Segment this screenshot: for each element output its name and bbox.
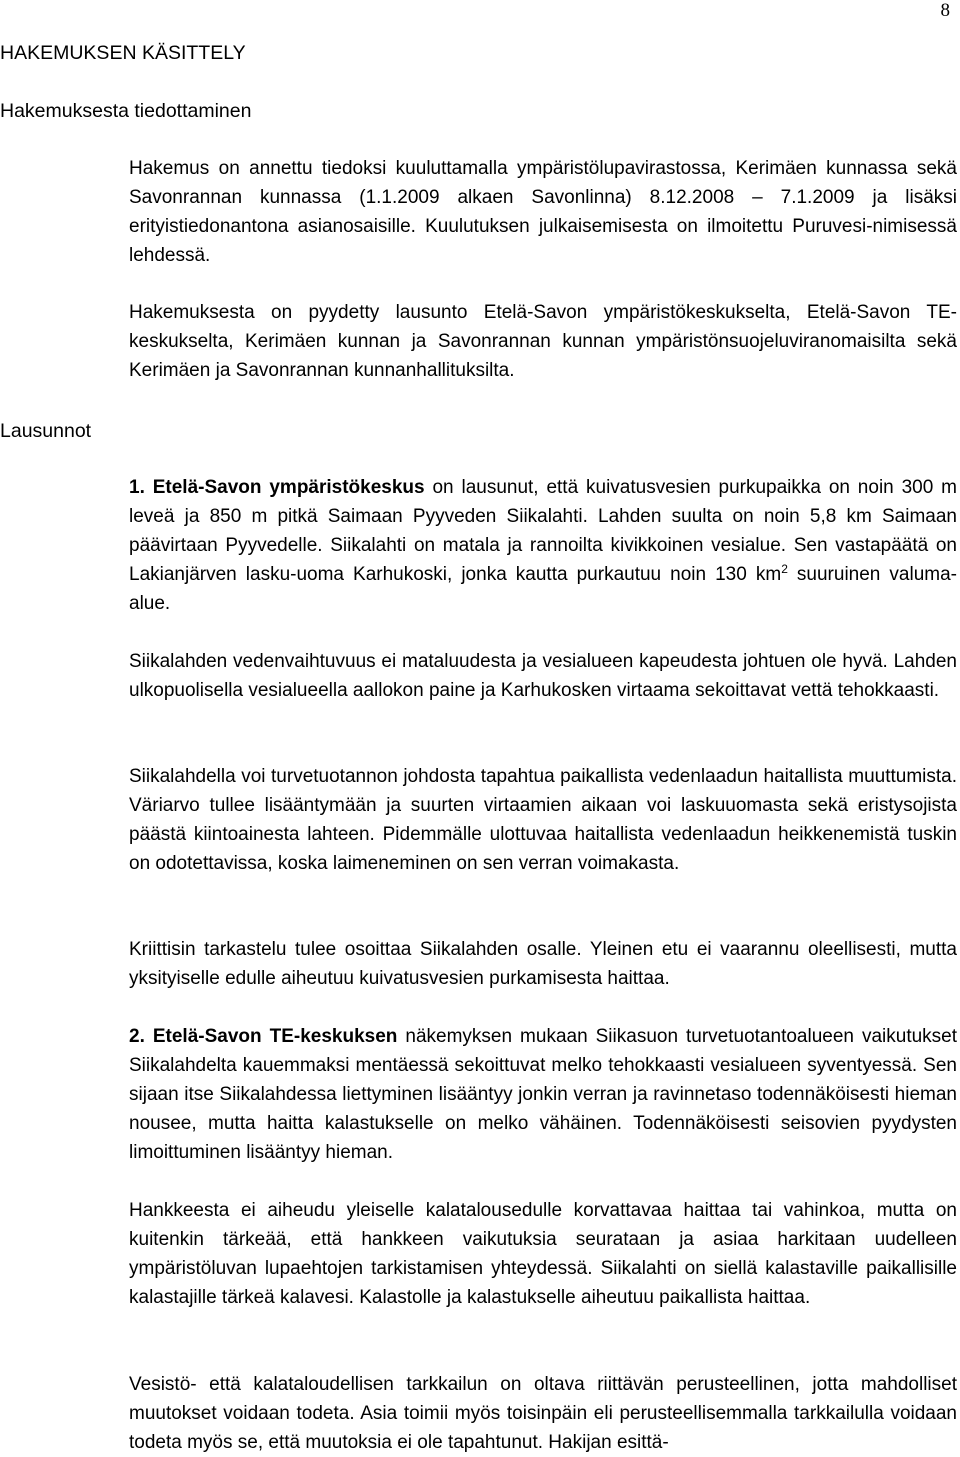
statement-2-text: näkemyksen mukaan Siikasuon turvetuotantoalueen vaikutukset Siikalahdelta kauemmaksi mentäessä sekoittuvat melko tehokkaasti vesialueen syventyessä. Sen sijaan itse Siikalahdessa liettyminen lisääntyy jonkin verran ja ravinnetaso todennäköisesti hieman nousee, mutta haitta kalastukselle on melko vähäinen. Todennäköisesti seisovien pyydysten limoittuminen lisääntyy hieman.: [129, 1026, 958, 1163]
paragraph-water-exchange: Siikalahden vedenvaihtuvuus ei mataluudesta ja vesialueen kapeudesta johtuen ole hyvä. Lahden ulkopuolisella vesialueella aallokon paine ja Karhukosken virtaama sekoittavat vettä tehokkaasti.: [129, 651, 957, 701]
section-title: HAKEMUKSEN KÄSITTELY: [0, 42, 246, 64]
statement-1-authority: Etelä-Savon ympäristökeskus: [152, 477, 425, 498]
paragraph-notification: Hakemus on annettu tiedoksi kuuluttamalla ympäristölupavirastossa, Kerimäen kunnassa sekä Savonrannan kunnassa (1.1.2009 alkaen Savonlinna) 8.12.2008 – 7.1.2009 ja lisäksi erityistiedonantona asianosaisille. Kuulutuksen julkaisemisesta on ilmoitettu Puruvesi-nimisessä lehdessä.: [129, 158, 957, 266]
paragraph-statement-2: [129, 1022, 957, 1167]
paragraph-statement-1: [129, 473, 957, 618]
statement-2-authority: Etelä-Savon TE-keskuksen: [152, 1026, 398, 1047]
paragraph-critical-review: Kriittisin tarkastelu tulee osoittaa Siikalahden osalle. Yleinen etu ei vaarannu oleellisesti, mutta yksityiselle edulle aiheutuu kuivatusvesien purkamisesta haittaa.: [129, 939, 957, 989]
statement-2-number: 2.: [129, 1026, 145, 1047]
paragraph-monitoring: Vesistö- että kalataloudellisen tarkkailun on oltava riittävän perusteellinen, jotta mahdolliset muutokset voidaan todeta. Asia toimii myös toisinpäin eli perusteellisemmalla tarkkailulla voidaan todeta myös se, että muutoksia ei ole tapahtunut. Hakijan esittä-: [129, 1374, 957, 1453]
statement-1-superscript: 2: [781, 562, 788, 576]
paragraph-statements-requested: Hakemuksesta on pyydetty lausunto Etelä-Savon ympäristökeskukselta, Etelä-Savon TE-keskukselta, Kerimäen kunnan ja Savonrannan kunnan ympäristönsuojeluviranomaisilta sekä Kerimäen ja Savonrannan kunnanhallituksilta.: [129, 302, 957, 381]
paragraph-fishing-harm: Hankkeesta ei aiheudu yleiselle kalatalousedulle korvattavaa haittaa tai vahinkoa, mutta on kuitenkin tärkeää, että hankkeen vaikutuksia seurataan ja asiaa harkitaan uudelleen ympäristöluvan lupaehtojen tarkistamisen yhteydessä. Siikalahti on siellä kalastaville paikallisille kalastajille tärkeä kalavesi. Kalastolle ja kalastukselle aiheutuu paikallista haittaa.: [129, 1200, 957, 1308]
paragraph-water-quality: Siikalahdella voi turvetuotannon johdosta tapahtua paikallista vedenlaadun haitallista muuttumista. Väriarvo tullee lisääntymään ja suurten virtaamien aikaan voi laskuuomasta sekä eristysojista päästä kiintoainesta lahteen. Pidemmälle ulottuvaa haitallista vedenlaadun heikkenemistä tuskin on odotettavissa, koska laimeneminen on sen verran voimakasta.: [129, 766, 957, 874]
statement-1-number: 1.: [129, 477, 145, 498]
page-number: 8: [940, 0, 950, 21]
statement-1-text-a: on lausunut, että kuivatusvesien purkupaikka on noin 300 m leveä ja 850 m pitkä Saimaan Pyyveden Siikalahti. Lahden suulta on noin 5,8 km Saimaan päävirtaan Pyyvedelle. Siikalahti on matala ja rannoilta kivikkoinen vesialue. Sen vastapäätä on Lakianjärven lasku-uoma Karhukoski, jonka kautta purkautuu noin 130 km: [129, 477, 957, 585]
subsection-title: Hakemuksesta tiedottaminen: [0, 100, 252, 122]
statement-1-text-b: suuruinen valuma-alue.: [129, 564, 957, 614]
side-label-lausunnot: Lausunnot: [0, 420, 92, 442]
